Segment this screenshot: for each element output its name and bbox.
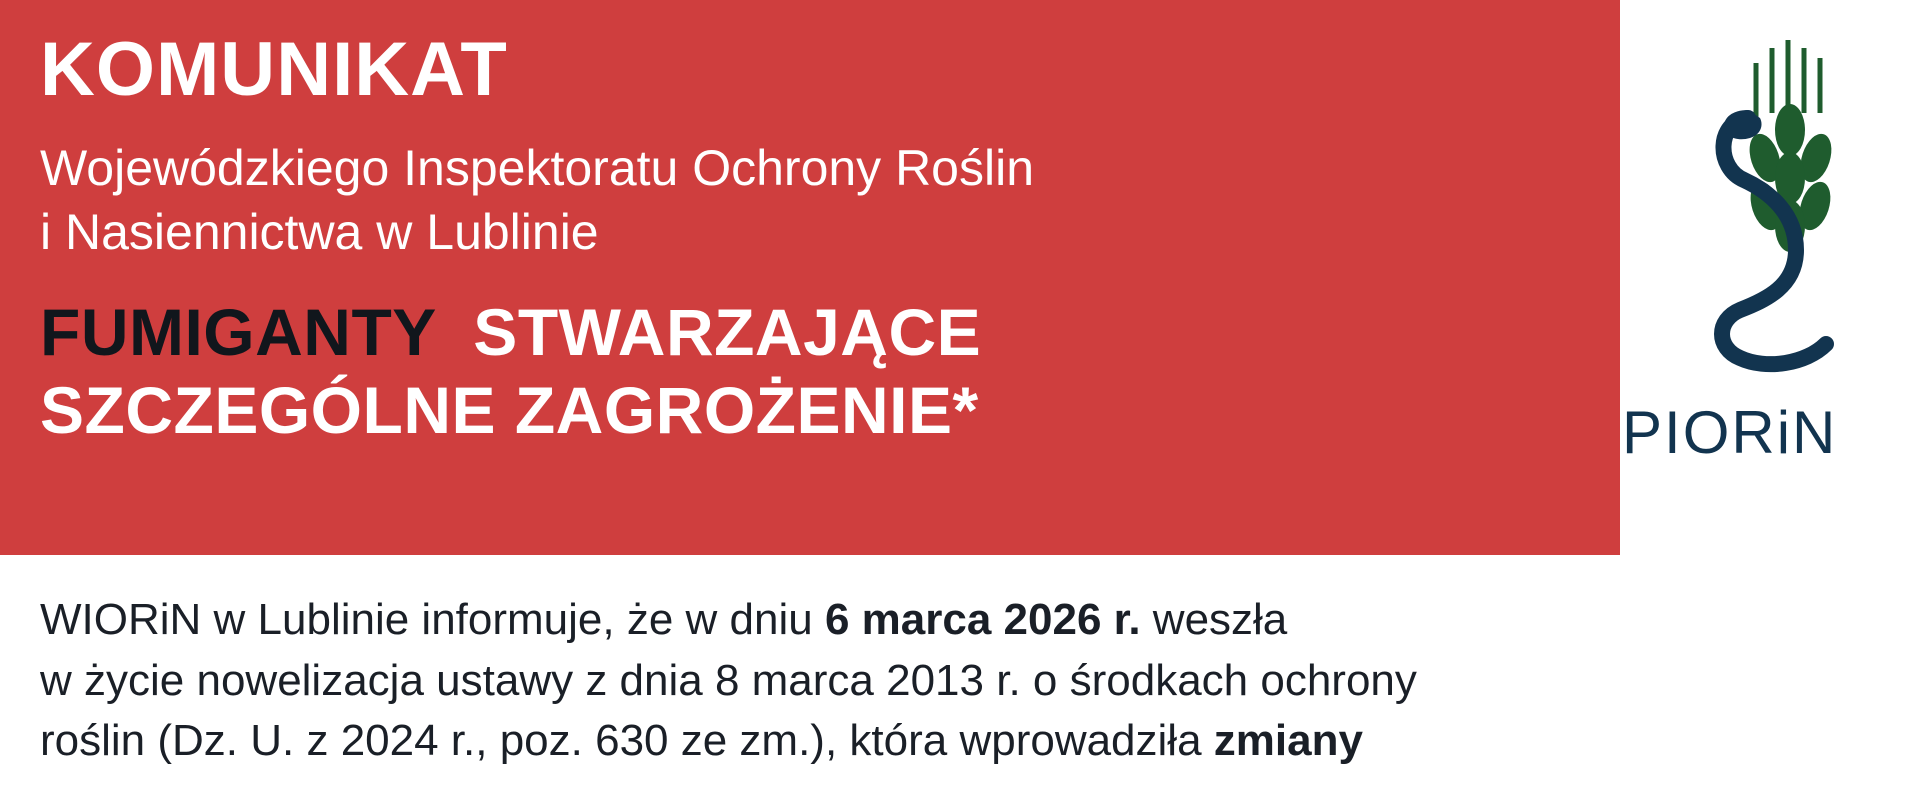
authority-line-2: i Nasiennictwa w Lublinie: [40, 203, 599, 260]
logo-text: PIORiN: [1622, 399, 1838, 466]
body-line-3: [40, 711, 1900, 772]
body-line-3-bold: zmiany: [1213, 716, 1363, 766]
page-title: KOMUNIKAT: [40, 27, 508, 112]
footnote-asterisk: *: [952, 372, 979, 447]
body-line-1-a: WIORiN w Lublinie informuje, że w dniu: [40, 595, 825, 644]
headline-rest: STWARZAJĄCE: [473, 294, 982, 369]
body-line-2: w życie nowelizacja ustawy z dnia 8 marca 2013 r. o środkach ochrony: [40, 655, 1417, 705]
piorin-logo: [1620, 18, 1920, 466]
body-line-3-a: roślin (Dz. U. z 2024 r., poz. 630 ze zm.), która wprowadziła: [40, 716, 1214, 766]
issuing-authority: [40, 136, 1580, 264]
piorin-logo-graphic: [1620, 18, 1920, 438]
authority-line-1: Wojewódzkiego Inspektoratu Ochrony Roślin: [40, 139, 1035, 196]
logo-area: [1620, 0, 1920, 555]
effective-date: 6 marca 2026 r.: [824, 595, 1141, 644]
headline-line-2: SZCZEGÓLNE ZAGROŻENIE: [40, 372, 953, 447]
headline: [40, 294, 1580, 450]
body-line-1-b: weszła: [1140, 595, 1288, 644]
body-line-1: [40, 590, 1900, 651]
body-text: [40, 590, 1900, 772]
headline-emphasis: FUMIGANTY: [40, 294, 436, 369]
